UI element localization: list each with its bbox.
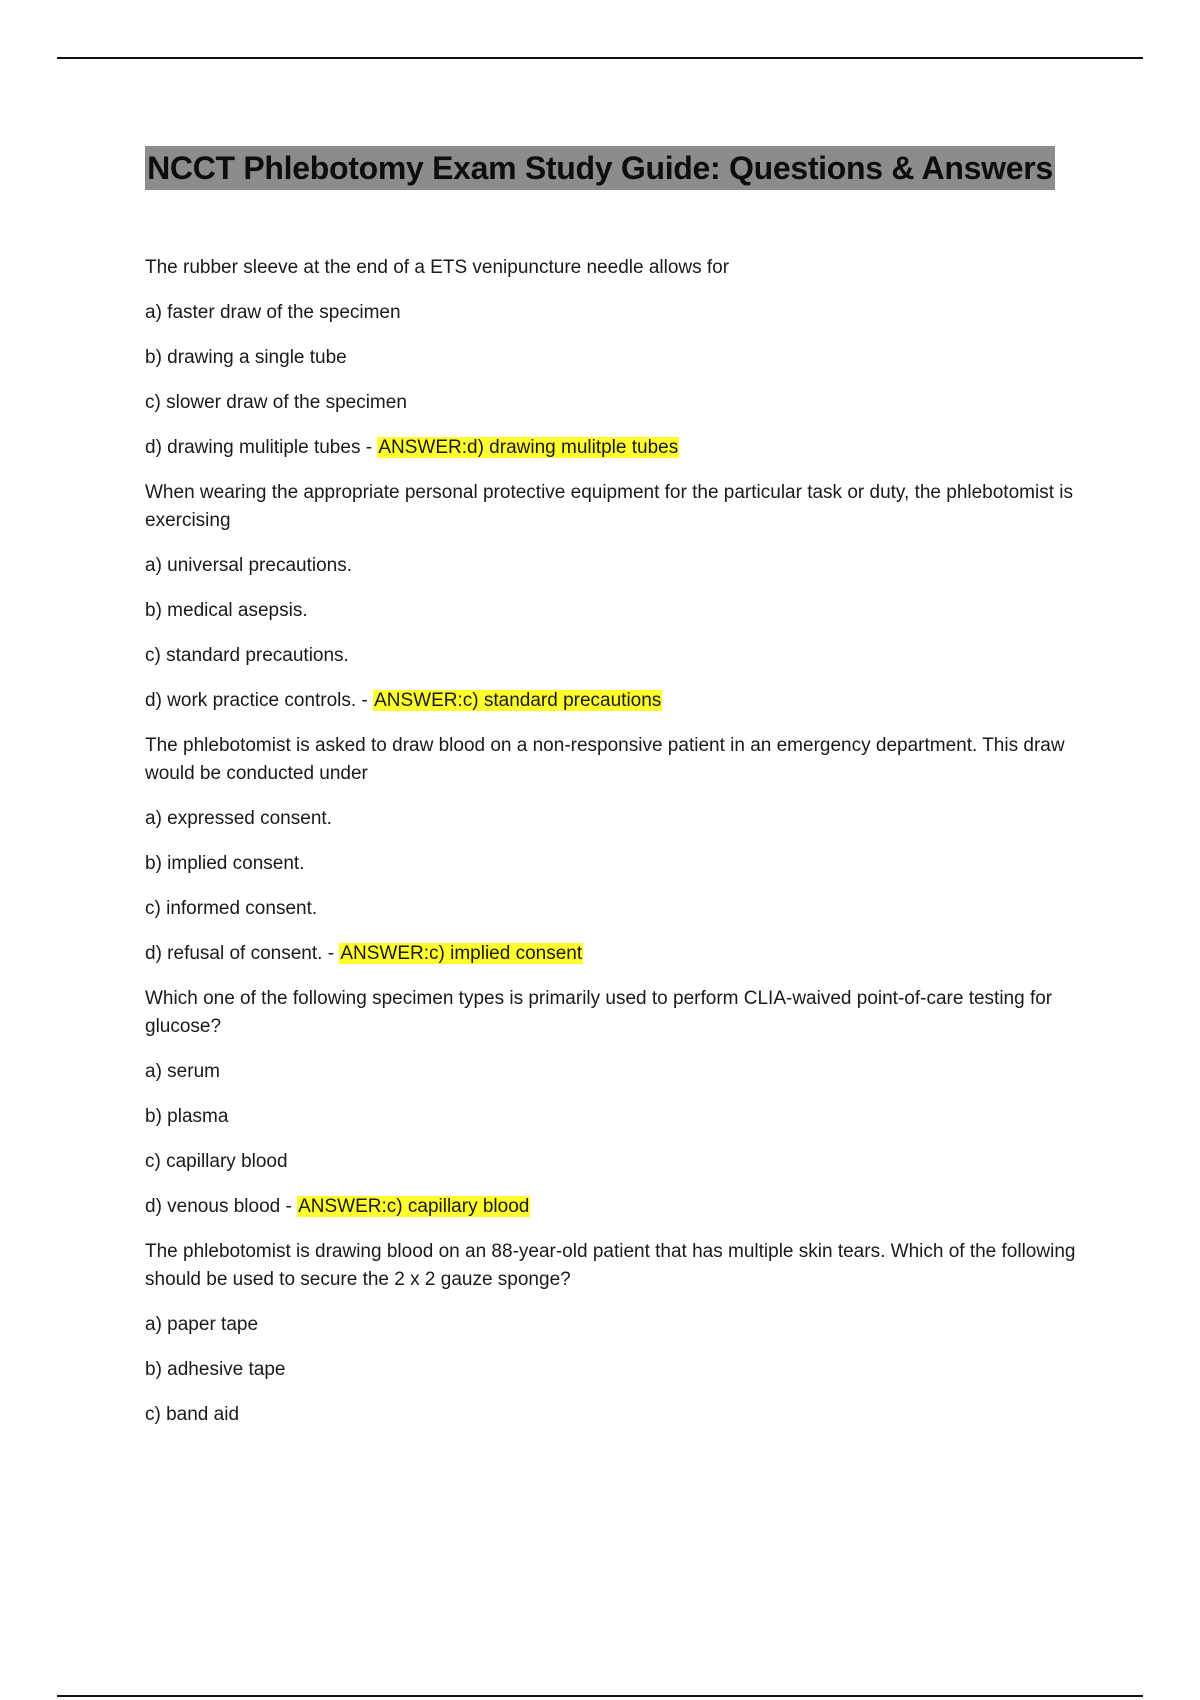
bottom-rule [57,1695,1143,1697]
question-stem: Which one of the following specimen types is primarily used to perform CLIA-waived point-of-care testing for glucose? [145,988,1053,1037]
question-2 [145,479,1090,715]
option-b: b) adhesive tape [145,1359,286,1380]
option-d: d) refusal of consent. - [145,943,340,964]
top-rule [57,57,1143,59]
option-c: c) capillary blood [145,1151,288,1172]
option-b: b) implied consent. [145,853,305,874]
question-4 [145,985,1090,1221]
option-a: a) faster draw of the specimen [145,302,401,323]
option-a: a) universal precautions. [145,555,352,576]
option-c: c) band aid [145,1404,240,1425]
option-a: a) paper tape [145,1314,259,1335]
option-d-line [145,687,1090,715]
option-d: d) work practice controls. - [145,690,374,711]
option-d: d) drawing mulitiple tubes - [145,437,378,458]
question-stem: The rubber sleeve at the end of a ETS venipuncture needle allows for [145,257,730,278]
option-c: c) informed consent. [145,898,318,919]
title-container [0,146,1200,190]
option-a: a) serum [145,1061,220,1082]
answer-highlight: ANSWER:c) standard precautions [374,690,662,711]
answer-highlight: ANSWER:c) implied consent [340,943,583,964]
question-5 [145,1238,1090,1429]
option-c: c) slower draw of the specimen [145,392,407,413]
question-3 [145,732,1090,968]
document-title: NCCT Phlebotomy Exam Study Guide: Questions & Answers [145,146,1055,190]
answer-highlight: ANSWER:c) capillary blood [298,1196,530,1217]
option-c: c) standard precautions. [145,645,349,666]
question-stem: The phlebotomist is asked to draw blood on a non-responsive patient in an emergency department. This draw would be conducted under [145,735,1065,784]
option-b: b) plasma [145,1106,229,1127]
question-stem: The phlebotomist is drawing blood on an 88-year-old patient that has multiple skin tears. Which of the following should be used to secure the 2 x 2 gauze sponge? [145,1241,1076,1290]
document-body [145,254,1090,1446]
option-a: a) expressed consent. [145,808,332,829]
option-d: d) venous blood - [145,1196,298,1217]
question-stem: When wearing the appropriate personal protective equipment for the particular task or duty, the phlebotomist is exercising [145,482,1073,531]
option-d-line [145,434,1090,462]
option-d-line [145,1193,1090,1221]
option-d-line [145,940,1090,968]
option-b: b) medical asepsis. [145,600,308,621]
question-1 [145,254,1090,462]
option-b: b) drawing a single tube [145,347,347,368]
answer-highlight: ANSWER:d) drawing mulitple tubes [378,437,679,458]
